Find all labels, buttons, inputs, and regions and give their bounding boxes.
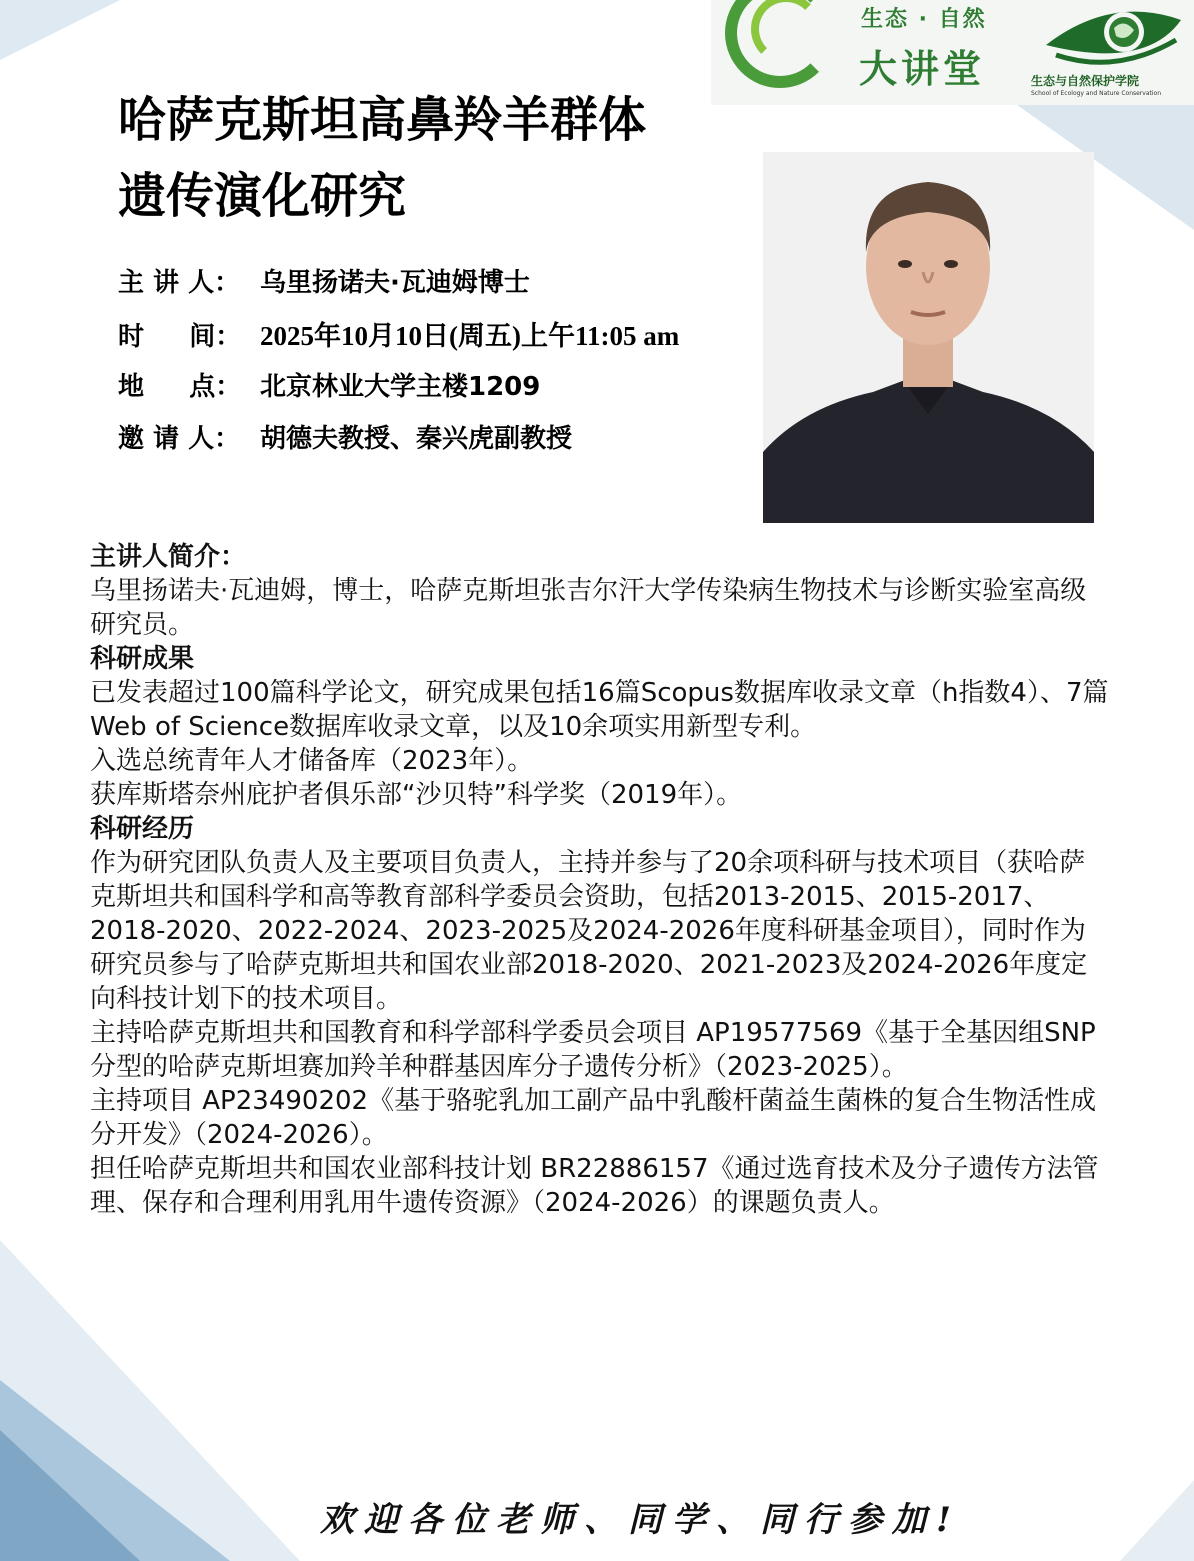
experience-item: 作为研究团队负责人及主要项目负责人，主持并参与了20余项科研与技术项目（获哈萨克斯坦共和国科学和高等教育部科学委员会资助，包括2013-2015、2015-2017、2018-2020、2022-2024、2023-2025及2024-2026年度科研基金项目），同时作为研究员参与了哈萨克斯坦共和国农业部2018-2020、2021-2023及2024-2026年度定向科技计划下的技术项目。 bbox=[90, 848, 1088, 1014]
poster-title bbox=[118, 82, 646, 234]
experience-item: 主持项目 AP23490202《基于骆驼乳加工副产品中乳酸杆菌益生菌株的复合生物活性成分开发》（2024-2026）。 bbox=[90, 1086, 1097, 1150]
title-line-1: 哈萨克斯坦高鼻羚羊群体 bbox=[118, 92, 647, 148]
content-body bbox=[90, 540, 1110, 1220]
logo-tagline: 生态 · 自然 bbox=[861, 7, 987, 32]
experience-item: 主持哈萨克斯坦共和国教育和科学部科学委员会项目 AP19577569《基于全基因组SNP分型的哈萨克斯坦赛加羚羊种群基因库分子遗传分析》（2023-2025）。 bbox=[90, 1018, 1096, 1082]
school-name-en: School of Ecology and Nature Conservation bbox=[1031, 90, 1161, 97]
info-label: 地 点： bbox=[118, 372, 242, 402]
info-row-speaker bbox=[118, 262, 679, 314]
info-label: 时 间： bbox=[118, 322, 242, 352]
info-row-location bbox=[118, 366, 679, 418]
title-line-2: 遗传演化研究 bbox=[118, 168, 407, 224]
corner-triangle-top-left bbox=[0, 0, 120, 60]
welcome-text: 欢迎各位老师、同学、同行参加! bbox=[320, 1500, 961, 1540]
bio-heading: 主讲人简介： bbox=[90, 542, 247, 572]
achievement-item: 已发表超过100篇科学论文，研究成果包括16篇Scopus数据库收录文章（h指数4）、7篇Web of Science数据库收录文章，以及10余项实用新型专利。 bbox=[90, 678, 1109, 742]
achievement-item: 入选总统青年人才储备库（2023年）。 bbox=[90, 746, 534, 776]
experience-item: 担任哈萨克斯坦共和国农业部科技计划 BR22886157《通过选育技术及分子遗传方法管理、保存和合理利用乳用牛遗传资源》（2024-2026）的课题负责人。 bbox=[90, 1154, 1099, 1218]
speaker-photo bbox=[763, 152, 1094, 523]
achievement-item: 获库斯塔奈州庇护者俱乐部“沙贝特”科学奖（2019年）。 bbox=[90, 780, 743, 810]
speaker-portrait-icon bbox=[763, 152, 1094, 523]
school-name-cn: 生态与自然保护学院 bbox=[1031, 74, 1140, 88]
info-value-location: 北京林业大学主楼1209 bbox=[260, 372, 541, 402]
achievements-heading: 科研成果 bbox=[90, 644, 195, 674]
info-label: 邀 请 人： bbox=[118, 424, 241, 454]
info-label: 主 讲 人： bbox=[118, 268, 241, 298]
info-value-time: 2025年10月10日(周五)上午11:05 am bbox=[260, 321, 680, 351]
corner-triangle-bottom-right bbox=[1120, 1480, 1194, 1561]
info-value-host: 胡德夫教授、秦兴虎副教授 bbox=[260, 424, 573, 454]
school-emblem-icon bbox=[1036, 0, 1186, 80]
info-value-speaker: 乌里扬诺夫·瓦迪姆博士 bbox=[260, 268, 530, 298]
logo-banner bbox=[711, 0, 1194, 105]
event-info bbox=[118, 262, 679, 470]
logo-title: 大讲堂 bbox=[859, 47, 986, 91]
info-row-time bbox=[118, 314, 679, 366]
info-row-host bbox=[118, 418, 679, 470]
experience-heading: 科研经历 bbox=[90, 814, 195, 844]
bio-text: 乌里扬诺夫·瓦迪姆，博士，哈萨克斯坦张吉尔汗大学传染病生物技术与诊断实验室高级研究员。 bbox=[90, 576, 1087, 640]
